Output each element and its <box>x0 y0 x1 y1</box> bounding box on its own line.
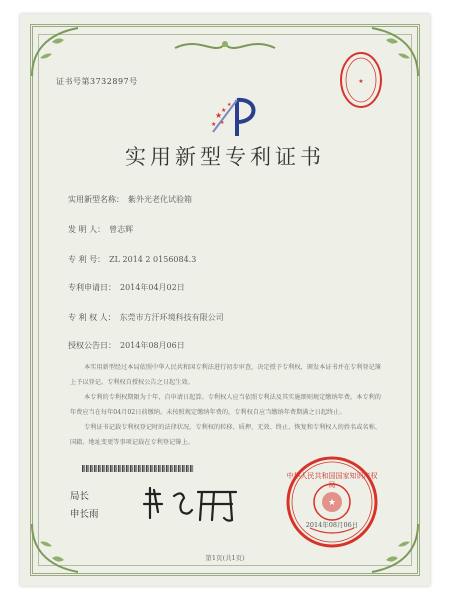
body-paragraph: 本实用新型经过本局依照中华人民共和国专利法进行初步审查，决定授予专利权，颁发本证书并在专利登记簿上予以登记。专利权自授权公告之日起生效。 <box>70 364 381 386</box>
field-value: 紫外光老化试验箱 <box>128 195 192 204</box>
director-name-label: 申长雨 <box>70 509 99 520</box>
certificate-title: 实用新型专利证书 <box>125 145 325 169</box>
svg-text:★: ★ <box>227 102 232 108</box>
field-label: 专 利 号： <box>68 255 106 264</box>
sipo-logo-icon <box>207 92 263 142</box>
field-value: 东莞市方汗环境科技有限公司 <box>119 313 224 322</box>
filing-date-field <box>68 282 185 293</box>
svg-text:★: ★ <box>221 107 227 114</box>
body-paragraph: 专利证书记载专利权登记时的法律状况。专利权的转移、质押、无效、终止、恢复和专利权人的姓名或名称、国籍、地址变更等事项记载在专利登记簿上。 <box>70 424 381 446</box>
field-label: 实用新型名称： <box>68 195 124 204</box>
field-value: 2014年04月02日 <box>120 283 185 292</box>
patentee-field <box>68 312 224 323</box>
director-label: 局长 <box>70 491 90 502</box>
corner-vine-icon <box>26 22 86 82</box>
field-label: 发 明 人： <box>68 225 106 234</box>
page-number: 第1页(共1页) <box>205 554 245 562</box>
svg-text:★: ★ <box>327 498 337 508</box>
certificate-page <box>20 14 430 586</box>
company-stamp-icon <box>338 50 384 110</box>
seal-text: 中华人民共和国国家知识产权局 <box>286 472 378 489</box>
certificate-number: 证书号第3732897号 <box>56 77 138 86</box>
corner-vine-icon <box>26 518 86 578</box>
svg-text:★: ★ <box>358 78 364 85</box>
body-paragraph: 本专利的专利权期限为十年，自申请日起算。专利权人应当依照专利法及其实施细则规定缴纳年费。本专利的年费应当在每年04月02日前缴纳。未按照规定缴纳年费的，专利权自应当缴纳年费期满之日起终止。 <box>70 394 381 416</box>
svg-text:★: ★ <box>211 121 217 128</box>
svg-text:★: ★ <box>220 120 225 126</box>
field-value: 曾志辉 <box>109 225 134 234</box>
field-label: 专 利 权 人： <box>68 313 116 322</box>
official-seal-icon <box>284 454 380 550</box>
field-label: 专利申请日： <box>68 283 116 292</box>
grant-date-field <box>68 340 185 351</box>
field-value: 2014年08月06日 <box>120 341 185 350</box>
director-signature <box>140 482 240 526</box>
utility-model-name-field <box>68 194 192 205</box>
inventor-field <box>68 224 133 235</box>
field-value: ZL 2014 2 0156084.3 <box>109 255 197 264</box>
patent-number-field <box>68 254 196 265</box>
field-label: 授权公告日： <box>68 341 116 350</box>
svg-text:★: ★ <box>215 111 223 120</box>
top-ornament-icon <box>170 34 280 56</box>
seal-date: 2014年08月06日 <box>305 521 359 529</box>
barcode-icon <box>82 465 194 472</box>
